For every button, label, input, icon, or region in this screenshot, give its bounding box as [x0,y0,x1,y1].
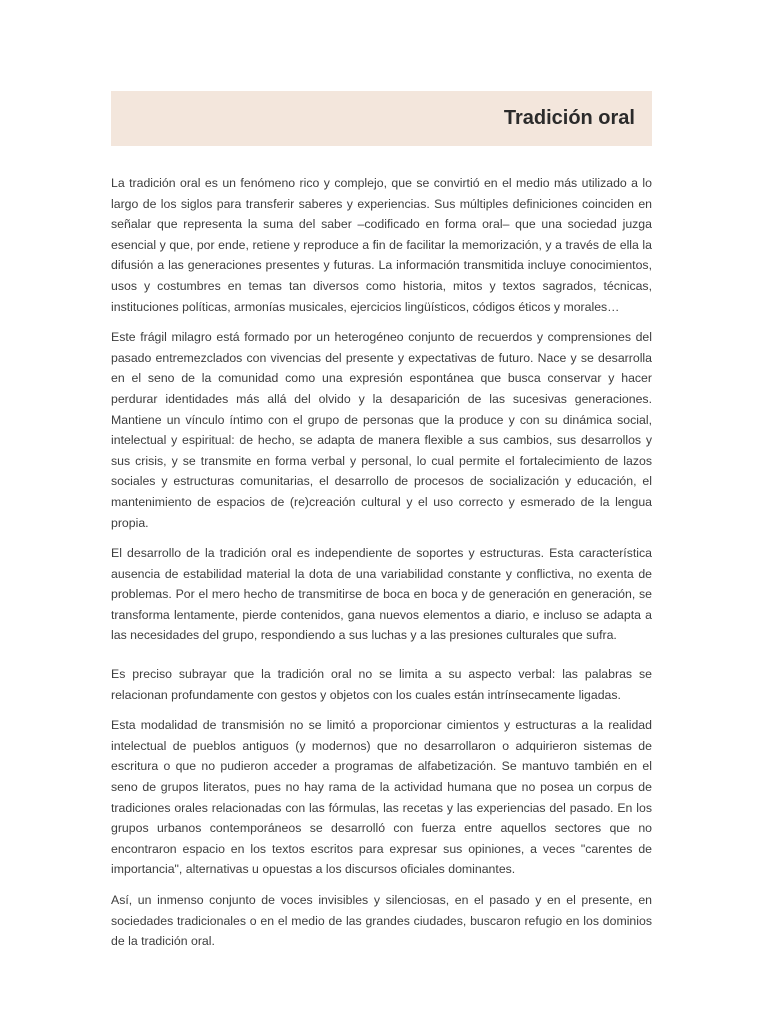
paragraph-4: Es preciso subrayar que la tradición oral no se limita a su aspecto verbal: las palabras se relacionan profundamente con gestos y objetos con los cuales están intrínsecamente ligadas. [111,667,652,702]
paragraph-6: Así, un inmenso conjunto de voces invisibles y silenciosas, en el pasado y en el presente, en sociedades tradicionales o en el medio de las grandes ciudades, buscaron refugio en los dominios de la tradición oral. [111,893,652,949]
page-title: Tradición oral [503,107,635,129]
paragraph-5: Esta modalidad de transmisión no se limitó a proporcionar cimientos y estructuras a la realidad intelectual de pueblos antiguos (y modernos) que no desarrollaron o adquirieron sistemas de escritura o que no pudieron acceder a programas de alfabetización. Se mantuvo también en el seno de grupos literatos, pues no hay rama de la actividad humana que no posea un corpus de tradiciones orales relacionadas con las fórmulas, las recetas y las experiencias del pasado. En los grupos urbanos contemporáneos se desarrolló con fuerza entre aquellos sectores que no encontraron espacio en los textos escritos para expresar sus opiniones, a veces "carentes de importancia", alternativas u opuestas a los discursos oficiales dominantes. [111,718,652,877]
paragraph-2: Este frágil milagro está formado por un heterogéneo conjunto de recuerdos y comprensiones del pasado entremezclados con vivencias del presente y expectativas de futuro. Nace y se desarrolla en el seno de la comunidad como una expresión espontánea que busca conservar y hacer perdurar identidades más allá del olvido y la desaparición de las sucesivas generaciones. Mantiene un vínculo íntimo con el grupo de personas que la produce y con su dinámica social, intelectual y espiritual: de hecho, se adapta de manera flexible a sus cambios, sus desarrollos y sus crisis, y se transmite en forma verbal y personal, lo cual permite el fortalecimiento de lazos sociales y estructuras comunitarias, el desarrollo de procesos de socialización y educación, el mantenimiento de espacios de (re)creación cultural y el uso correcto y esmerado de la lengua propia. [111,330,652,530]
paragraph-1: La tradición oral es un fenómeno rico y complejo, que se convirtió en el medio más utilizado a lo largo de los siglos para transferir saberes y experiencias. Sus múltiples definiciones coinciden en señalar que representa la suma del saber –codificado en forma oral– que una sociedad juzga esencial y que, por ende, retiene y reproduce a fin de facilitar la memorización, y a través de ella la difusión a las generaciones presentes y futuras. La información transmitida incluye conocimientos, usos y costumbres en temas tan diversos como historia, mitos y textos sagrados, técnicas, instituciones políticas, armonías musicales, ejercicios lingüísticos, códigos éticos y morales… [111,176,652,314]
title-banner [111,91,652,146]
paragraph-3: El desarrollo de la tradición oral es independiente de soportes y estructuras. Esta característica ausencia de estabilidad material la dota de una variabilidad constante y conflictiva, no exenta de problemas. Por el mero hecho de transmitirse de boca en boca y de generación en generación, se transforma lentamente, pierde contenidos, gana nuevos elementos a diario, e incluso se adapta a las necesidades del grupo, respondiendo a sus luchas y a las presiones culturales que sufra. [111,546,652,643]
article-body [111,173,652,952]
